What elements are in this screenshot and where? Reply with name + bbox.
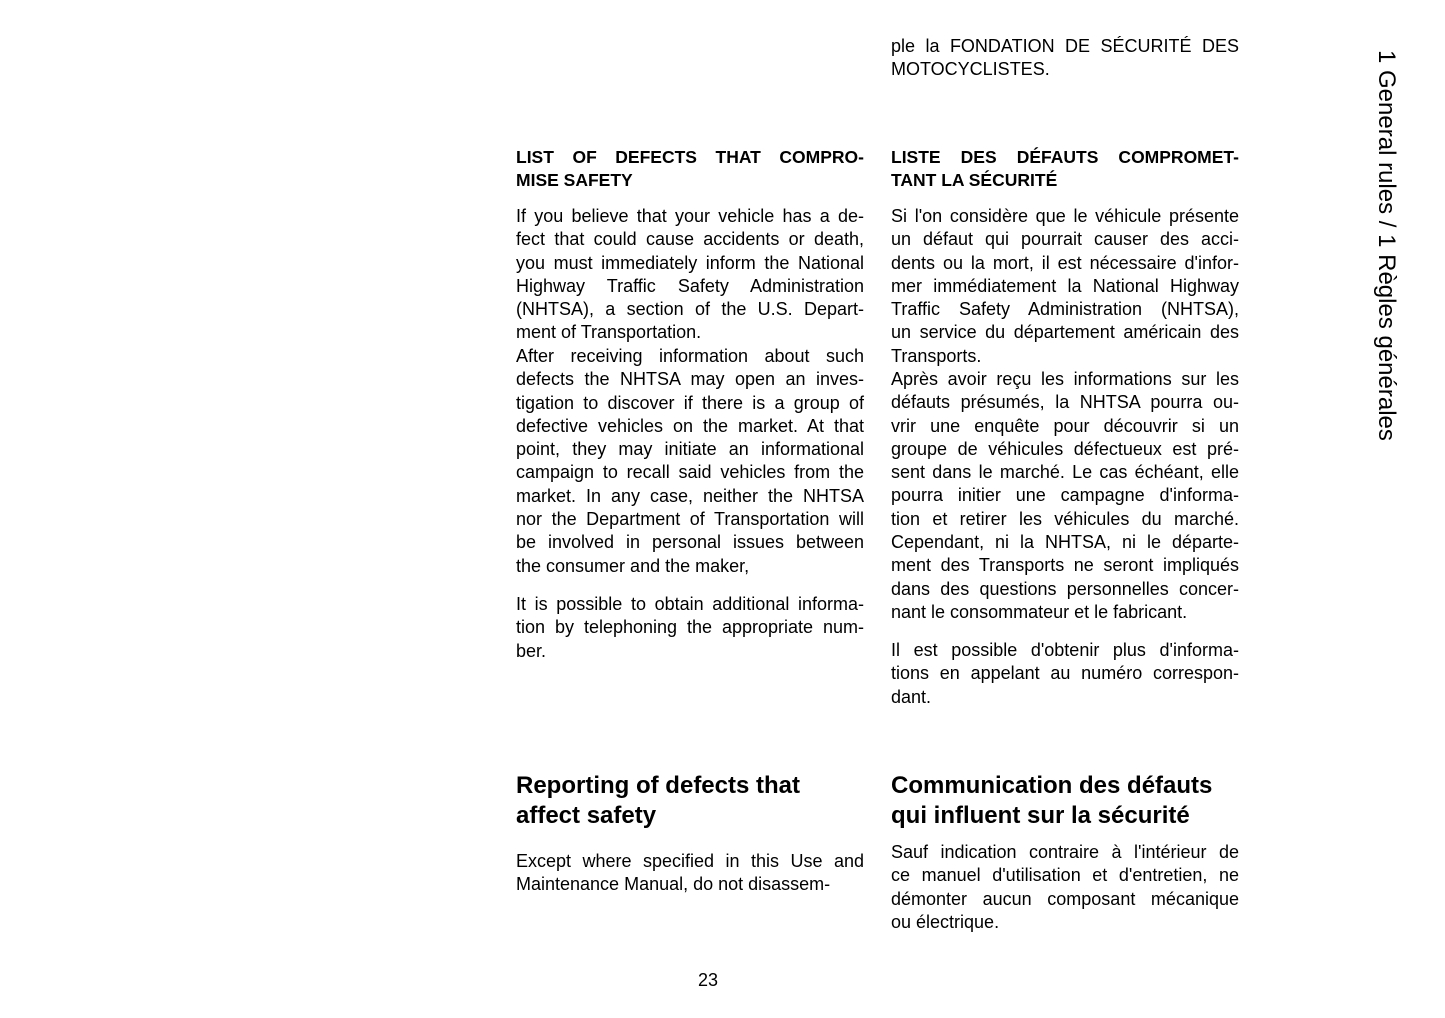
text-line: un service du département américain des xyxy=(891,322,1239,343)
paragraph xyxy=(891,841,1239,934)
text-line: sent dans le marché. Le cas échéant, elle xyxy=(891,462,1239,483)
text-line: Reporting of defects that xyxy=(516,772,801,799)
text-line: tion et retirer les véhicules du marché. xyxy=(891,508,1239,529)
text-line: pourra initier une campagne d'informa- xyxy=(891,485,1239,506)
text-line: nant le consommateur et le fabricant. xyxy=(891,601,1188,622)
paragraph xyxy=(516,850,864,897)
text-line: nor the Department of Transportation will xyxy=(516,509,864,530)
text-line: dents ou la mort, il est nécessaire d'infor- xyxy=(891,252,1239,273)
paragraph xyxy=(891,368,1239,624)
text-line: Il est possible d'obtenir plus d'informa- xyxy=(891,640,1239,660)
text-line: tions en appelant au numéro correspon- xyxy=(891,663,1239,684)
paragraph xyxy=(891,205,1239,368)
text-line: tigation to discover if there is a group of xyxy=(516,392,864,413)
text-line: MISE SAFETY xyxy=(516,170,633,191)
text-line: fect that could cause accidents or death, xyxy=(516,229,864,250)
text-line: After receiving information about such xyxy=(516,346,864,366)
text-line: défauts présumés, la NHTSA pourra ou- xyxy=(891,392,1239,413)
text-line: you must immediately inform the National xyxy=(516,252,864,273)
page-number: 23 xyxy=(698,970,719,990)
text-line: Maintenance Manual, do not disassem- xyxy=(516,874,831,895)
text-line: campaign to recall said vehicles from the xyxy=(516,462,864,483)
text-line: qui influent sur la sécurité xyxy=(891,802,1190,829)
text-line: LISTE DES DÉFAUTS COMPROMET- xyxy=(891,147,1239,167)
text-line: If you believe that your vehicle has a de- xyxy=(516,206,864,226)
text-line: dant. xyxy=(891,686,932,707)
section-heading xyxy=(516,146,864,193)
text-line: LIST OF DEFECTS THAT COMPRO- xyxy=(516,147,864,167)
text-line: Après avoir reçu les informations sur les xyxy=(891,369,1239,389)
text-line: Traffic Safety Administration (NHTSA), xyxy=(891,299,1239,320)
text-line: groupe de véhicules défectueux est pré- xyxy=(891,438,1239,459)
section-heading xyxy=(516,771,864,831)
text-line: Si l'on considère que le véhicule présente xyxy=(891,206,1239,226)
text-line: mer immédiatement la National Highway xyxy=(891,275,1239,296)
text-line: Sauf indication contraire à l'intérieur de xyxy=(891,842,1239,862)
text-line: Communication des défauts xyxy=(891,772,1213,799)
text-line: ment des Transports ne seront impliqués xyxy=(891,555,1239,576)
text-line: Highway Traffic Safety Administration xyxy=(516,275,864,296)
text-line: affect safety xyxy=(516,802,657,829)
chapter-side-title: 1 General rules / 1 Règles générales xyxy=(1373,50,1400,441)
section-heading xyxy=(891,771,1239,831)
text-line: MOTOCYCLISTES. xyxy=(891,59,1050,80)
text-line: ber. xyxy=(516,640,547,661)
text-line: ou électrique. xyxy=(891,911,1000,932)
paragraph xyxy=(891,639,1239,709)
paragraph xyxy=(516,593,864,663)
paragraph xyxy=(516,345,864,578)
text-line: Except where specified in this Use and xyxy=(516,851,864,871)
text-line: point, they may initiate an informational xyxy=(516,439,864,460)
section-heading xyxy=(891,146,1239,193)
text-line: Transports. xyxy=(891,345,982,366)
text-line: (NHTSA), a section of the U.S. Depart- xyxy=(516,299,864,320)
text-line: defective vehicles on the market. At that xyxy=(516,415,864,436)
text-line: be involved in personal issues between xyxy=(516,532,864,553)
paragraph xyxy=(516,205,864,345)
text-line: ment of Transportation. xyxy=(516,322,702,343)
text-line: ce manuel d'utilisation et d'entretien, ne xyxy=(891,865,1239,886)
text-line: tion by telephoning the appropriate num- xyxy=(516,617,864,638)
text-line: Cependant, ni la NHTSA, ni le départe- xyxy=(891,532,1239,553)
text-line: ple la FONDATION DE SÉCURITÉ DES xyxy=(891,36,1239,56)
text-line: un défaut qui pourrait causer des acci- xyxy=(891,229,1239,250)
text-line: dans des questions personnelles concer- xyxy=(891,578,1239,599)
text-line: It is possible to obtain additional informa- xyxy=(516,594,864,614)
text-line: TANT LA SÉCURITÉ xyxy=(891,170,1058,191)
text-line: market. In any case, neither the NHTSA xyxy=(516,485,864,506)
paragraph xyxy=(891,35,1239,82)
text-line: vrir une enquête pour découvrir si un xyxy=(891,415,1239,436)
text-line: defects the NHTSA may open an inves- xyxy=(516,369,864,390)
text-line: démonter aucun composant mécanique xyxy=(891,888,1239,909)
text-line: the consumer and the maker, xyxy=(516,555,750,576)
